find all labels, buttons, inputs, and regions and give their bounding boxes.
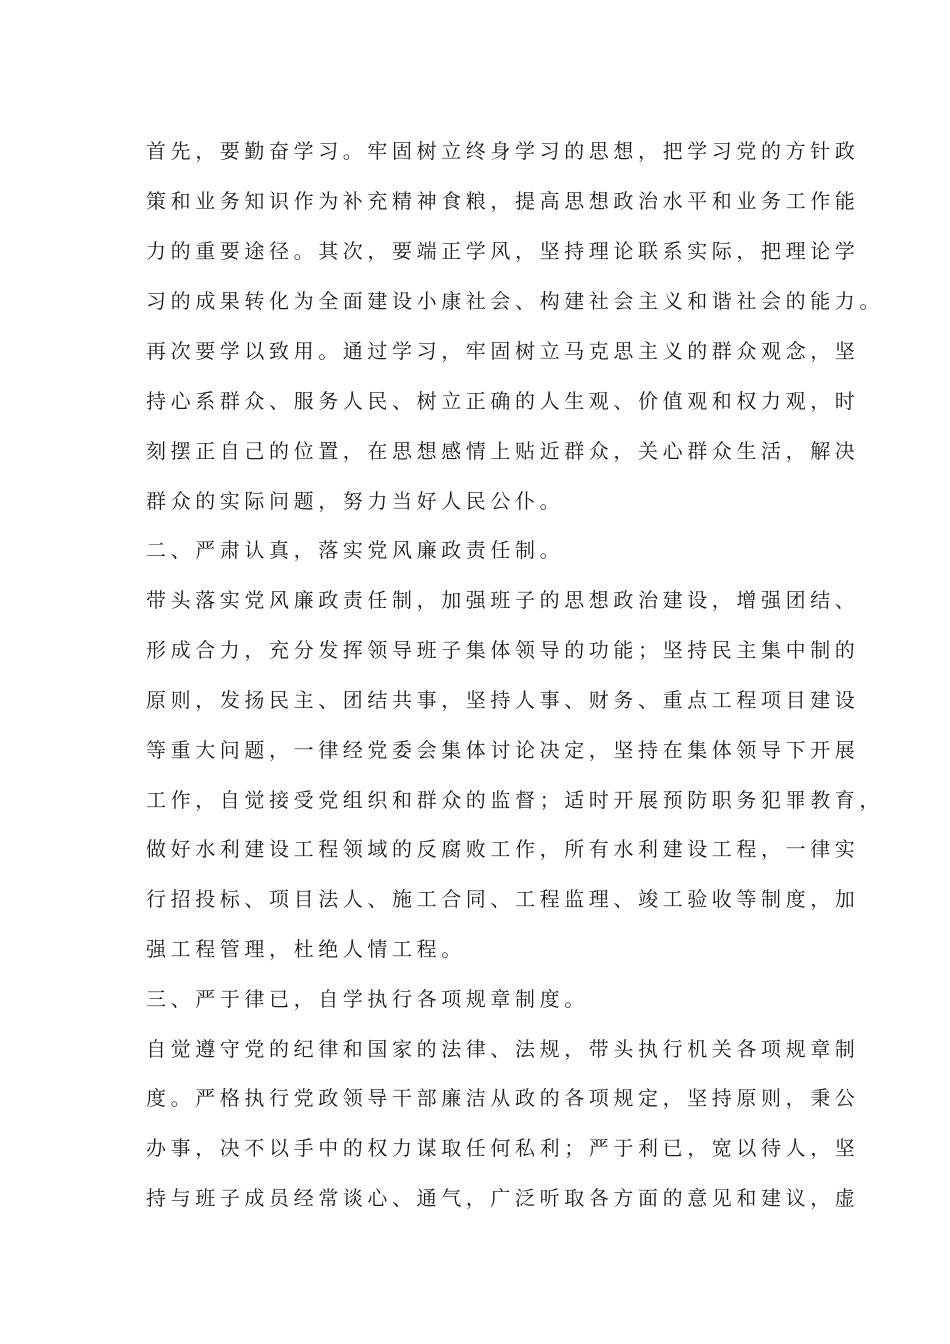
- text-line: 形成合力，充分发挥领导班子集体领导的功能；坚持民主集中制的: [146, 638, 860, 662]
- text-line: 习的成果转化为全面建设小康社会、构建社会主义和谐社会的能力。: [146, 289, 884, 313]
- text-line: 办事，决不以手中的权力谋取任何私利；严于利已，宽以待人，坚: [146, 1136, 860, 1160]
- text-line: 度。严格执行党政领导干部廉洁从政的各项规定，坚持原则，秉公: [146, 1086, 860, 1110]
- text-line: 持心系群众、服务人民、树立正确的人生观、价值观和权力观，时: [146, 389, 860, 413]
- text-line: 力的重要途径。其次，要端正学风，坚持理论联系实际，把理论学: [146, 239, 860, 263]
- text-line: 强工程管理，杜绝人情工程。: [146, 937, 466, 961]
- section-heading: 二、严肃认真，落实党风廉政责任制。: [146, 538, 565, 562]
- text-line: 群众的实际问题，努力当好人民公仆。: [146, 489, 565, 513]
- text-line: 刻摆正自己的位置，在思想感情上贴近群众，关心群众生活，解决: [146, 439, 860, 463]
- text-line: 再次要学以致用。通过学习，牢固树立马克思主义的群众观念，坚: [146, 339, 860, 363]
- text-line: 首先，要勤奋学习。牢固树立终身学习的思想，把学习党的方针政: [146, 139, 860, 163]
- text-line: 原则，发扬民主、团结共事，坚持人事、财务、重点工程项目建设: [146, 688, 860, 712]
- text-line: 行招投标、项目法人、施工合同、工程监理、竣工验收等制度，加: [146, 887, 860, 911]
- text-line: 策和业务知识作为补充精神食粮，提高思想政治水平和业务工作能: [146, 189, 860, 213]
- text-line: 等重大问题，一律经党委会集体讨论决定，坚持在集体领导下开展: [146, 738, 860, 762]
- section-heading: 三、严于律已，自学执行各项规章制度。: [146, 987, 589, 1011]
- text-line: 工作，自觉接受党组织和群众的监督；适时开展预防职务犯罪教育，: [146, 788, 884, 812]
- text-line: 自觉遵守党的纪律和国家的法律、法规，带头执行机关各项规章制: [146, 1037, 860, 1061]
- text-line: 做好水利建设工程领域的反腐败工作，所有水利建设工程，一律实: [146, 837, 860, 861]
- text-line: 带头落实党风廉政责任制，加强班子的思想政治建设，增强团结、: [146, 588, 860, 612]
- text-line: 持与班子成员经常谈心、通气，广泛听取各方面的意见和建议，虚: [146, 1186, 860, 1210]
